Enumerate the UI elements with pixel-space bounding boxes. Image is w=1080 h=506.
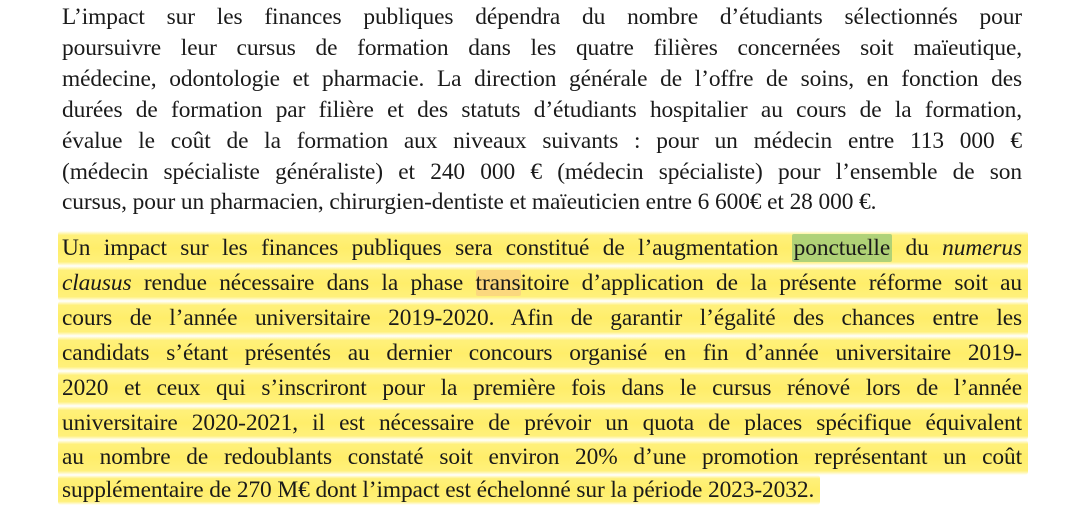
yellow-highlight: universitaire 2020-2021, il est nécessaire de prévoir un quota de places spécifique équivalent	[58, 406, 1028, 441]
highlighted-line	[62, 440, 1022, 475]
yellow-highlight	[58, 231, 1028, 266]
highlighted-line	[62, 371, 1022, 406]
yellow-highlight: candidats s’étant présentés au dernier concours organisé en fin d’année universitaire 2019-	[58, 336, 1028, 371]
text-fragment: itoire d’application de la présente réforme soit au	[520, 269, 1022, 296]
italic-text: numerus	[942, 235, 1023, 261]
text-fragment: du	[892, 235, 943, 261]
text-line: L’impact sur les finances publiques dépendra du nombre d’étudiants sélectionnés pour	[62, 4, 1022, 30]
yellow-highlight: supplémentaire de 270 M€ dont l’impact est échelonné sur la période 2023-2032.	[58, 475, 820, 505]
orange-highlight: trans	[475, 269, 521, 296]
highlighted-line	[62, 406, 1022, 441]
highlighted-line	[62, 336, 1022, 371]
highlighted-line	[62, 266, 1022, 301]
highlighted-line	[62, 231, 1022, 266]
paragraph-finances-impact	[62, 2, 1022, 218]
paragraph-numerus-clausus-highlighted	[62, 231, 1022, 506]
green-highlight: ponctuelle	[793, 235, 891, 261]
text-line: médecine, odontologie et pharmacie. La direction générale de l’offre de soins, en fonction des	[62, 65, 1022, 92]
text-line: (médecin spécialiste généraliste) et 240 000 € (médecin spécialiste) pour l’ensemble de son	[62, 158, 1022, 185]
text-fragment: Un impact sur les finances publiques sera constitué de l’augmentation	[62, 235, 792, 261]
yellow-highlight: au nombre de redoublants constaté soit environ 20% d’une promotion représentant un coût	[58, 440, 1028, 475]
text-line: poursuivre leur cursus de formation dans les quatre filières concernées soit maïeutique,	[62, 34, 1022, 61]
yellow-highlight	[58, 266, 1028, 301]
text-line: durées de formation par filière et des statuts d’étudiants hospitalier au cours de la formation,	[62, 96, 1022, 123]
text-line: évalue le coût de la formation aux niveaux suivants : pour un médecin entre 113 000 €	[62, 127, 1022, 154]
yellow-highlight: cours de l’année universitaire 2019-2020. Afin de garantir l’égalité des chances entre les	[58, 301, 1028, 336]
italic-text: clausus	[62, 269, 132, 296]
yellow-highlight: 2020 et ceux qui s’inscriront pour la première fois dans le cursus rénové lors de l’année	[58, 371, 1028, 406]
text-fragment: rendue nécessaire dans la phase	[131, 269, 476, 296]
highlighted-line	[62, 475, 1022, 506]
highlighted-line	[62, 301, 1022, 336]
text-line: cursus, pour un pharmacien, chirurgien-dentiste et maïeuticien entre 6 600€ et 28 000 €.	[62, 189, 877, 216]
